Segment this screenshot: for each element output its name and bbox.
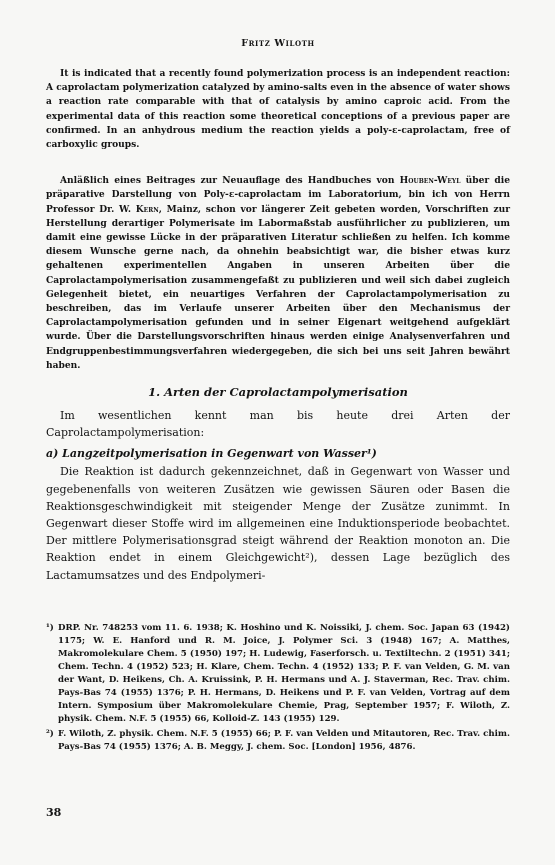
intro-part3: , Mainz, schon vor längerer Zeit gebeten worden, Vorschriften zur Herstellung derartiger Polymerisate im Labormaßstab ausführlicher zu publizieren, um damit eine gewisse Lücke in der präparativen Literatur schließen zu helfen. Ich komme diesem Wunsche gerne nach, da ohnehin beabsichtigt war, die bisher etwas kurz gehaltenen experimentellen Angaben in unseren Arbeiten über die Caprolactampolymerisation zusammengefaßt zu publizieren und weil sich dabei zugleich Gelegenheit bietet, ein neuartiges Verfahren der Caprolactampolymerisation zu beschreiben, das im Verlaufe unserer Arbeiten über den Mechanismus der Caprolactampolymerisation gefunden und in seiner Eigenart weitgehend aufgeklärt wurde. Über die Darstellungsvorschriften hinaus werden einige Analysenverfahren und Endgruppenbestimmungsverfahren wiedergegeben, die sich bei uns seit Jahren bewährt haben.: [46, 203, 510, 371]
author-houben-weyl: Houben-Weyl: [399, 175, 461, 187]
section-intro: Im wesentlichen kennt man bis heute drei Arten der Caprolactampolymerisation:: [46, 409, 510, 440]
footnote: [46, 622, 510, 726]
footnote-mark: ²): [46, 729, 54, 739]
page-content: [46, 38, 510, 590]
footnote: [46, 728, 510, 754]
intro-paragraph: [46, 174, 510, 373]
intro-part2: über die präparative Darstellung von Poly-ε-caprolactam im Laboratorium, bin ich von Herrn Professor Dr. W.: [46, 175, 510, 215]
subheading: a) Langzeitpolymerisation in Gegenwart von Wasser¹): [46, 447, 377, 461]
section-heading: 1. Arten der Caprolactampolymerisation: [148, 385, 408, 400]
running-head: Fritz Wiloth: [241, 38, 315, 49]
intro-part1: Anläßlich eines Beitrages zur Neuauflage des Handbuches von: [60, 175, 400, 187]
page-number: 38: [46, 806, 62, 819]
body-paragraph: Die Reaktion ist dadurch gekennzeichnet, daß in Gegenwart von Wasser und gegebenenfalls von weiteren Zusätzen wie gewissen Säuren oder Basen die Reaktionsgeschwindigkeit mit steigender Menge der Zusätze zunimmt. In Gegenwart dieser Stoffe wird im allgemeinen eine Induktionsperiode beobachtet. Der mittlere Polymerisationsgrad steigt während der Reaktion monoton an. Die Reaktion endet in einem Gleichgewicht²), dessen Lage bezüglich des Lactamumsatzes und des Endpolymeri-: [46, 465, 510, 582]
author-kern: Kern: [135, 203, 159, 215]
footnote-text: F. Wiloth, Z. physik. Chem. N.F. 5 (1955) 66; P. F. van Velden und Mitautoren, Rec. Trav. chim. Pays-Bas 74 (1955) 1376; A. B. Meggy, J. chem. Soc. [London] 1956, 4876.: [58, 729, 510, 752]
footnote-mark: ¹): [46, 623, 54, 633]
footnotes: [46, 622, 510, 756]
abstract: It is indicated that a recently found polymerization process is an independent reaction: A caprolactam polymerization catalyzed by amino-salts even in the absence of water shows a reaction rate comparable with that of catalysis by amino caproic acid. From the experimental data of this reaction some theoretical conceptions of a previous paper are confirmed. In an anhydrous medium the reaction yields a poly-ε-caprolactam, free of carboxylic groups.: [46, 68, 510, 151]
footnote-text: DRP. Nr. 748253 vom 11. 6. 1938; K. Hoshino und K. Noissiki, J. chem. Soc. Japan 63 (1942) 1175; W. E. Hanford und R. M. Joice, J. Polymer Sci. 3 (1948) 167; A. Matthes, Makromolekulare Chem. 5 (1950) 197; H. Ludewig, Faserforsch. u. Textiltechn. 2 (1951) 341; Chem. Techn. 4 (1952) 523; H. Klare, Chem. Techn. 4 (1952) 133; P. F. van Velden, G. M. van der Want, D. Heikens, Ch. A. Kruissink, P. H. Hermans und A. J. Staverman, Rec. Trav. chim. Pays-Bas 74 (1955) 1376; P. H. Hermans, D. Heikens und P. F. van Velden, Vortrag auf dem Intern. Symposium über Makromolekulare Chemie, Prag, September 1957; F. Wiloth, Z. physik. Chem. N.F. 5 (1955) 66, Kolloid-Z. 143 (1955) 129.: [58, 623, 510, 724]
